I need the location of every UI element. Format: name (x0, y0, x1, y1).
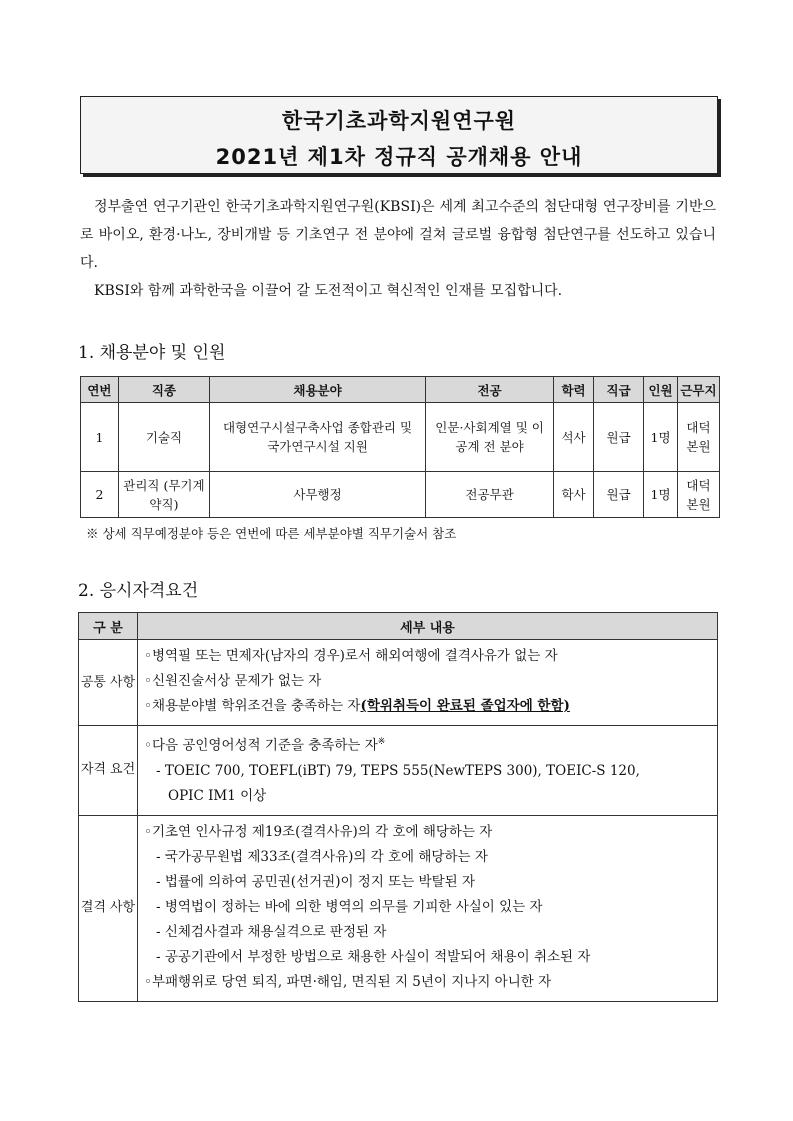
intro-paragraph-1: 정부출연 연구기관인 한국기초과학지원연구원(KBSI)은 세계 최고수준의 첨단대형 연구장비를 기반으로 바이오, 환경·나노, 장비개발 등 기초연구 전 분야에 걸쳐 글로벌 융합형 첨단연구를 선도하고 있습니다. (80, 199, 716, 271)
cell-place: 대덕 본원 (677, 472, 719, 518)
section1-heading: 1. 채용분야 및 인원 (78, 343, 226, 363)
list-item: ◦기초연 인사규정 제19조(결격사유)의 각 호에 해당하는 자 (144, 823, 493, 840)
col-header-major: 전공 (426, 377, 554, 403)
list-item-text: ◦채용분야별 학위조건을 충족하는 자 (144, 698, 361, 714)
category-disq: 결격 사항 (79, 815, 138, 1001)
col-header-count: 인원 (644, 377, 678, 403)
list-item: OPIC IM1 이상 (168, 787, 267, 804)
cell-edu: 석사 (554, 403, 594, 472)
table-row (81, 403, 720, 472)
list-item (144, 730, 709, 759)
section2-heading: 2. 응시자격요건 (78, 581, 199, 601)
intro-text (80, 193, 716, 305)
list-item: - 공공기관에서 부정한 방법으로 채용한 사실이 적발되어 채용이 취소된 자 (156, 948, 591, 965)
cell-count: 1명 (644, 472, 678, 518)
col-header-grade: 직급 (594, 377, 644, 403)
title-line1: 한국기초과학지원연구원 (281, 109, 517, 133)
list-item: - 국가공무원법 제33조(결격사유)의 각 호에 해당하는 자 (156, 848, 488, 865)
cell-major: 인문·사회계열 및 이공계 전 분야 (426, 403, 554, 472)
cell-grade: 원급 (594, 472, 644, 518)
list-item: - 신체검사결과 채용실격으로 판정된 자 (156, 923, 387, 940)
list-item: - 병역법이 정하는 바에 의한 병역의 의무를 기피한 사실이 있는 자 (156, 898, 543, 915)
list-item-text: ◦다음 공인영어성적 기준을 충족하는 자 (144, 737, 378, 754)
cell-no: 1 (81, 403, 119, 472)
cell-type: 기술직 (118, 403, 209, 472)
recruitment-table (80, 376, 720, 518)
col-header-detail: 세부 내용 (138, 613, 718, 640)
cell-major: 전공무관 (426, 472, 554, 518)
detail-qual (138, 726, 718, 816)
table-row-qual (79, 726, 718, 816)
list-item: ◦부패행위로 당연 퇴직, 파면·해임, 면직된 지 5년이 지나지 아니한 자 (144, 973, 552, 990)
col-header-edu: 학력 (554, 377, 594, 403)
emphasis-text: (학위취득이 완료된 졸업자에 한함) (360, 698, 570, 714)
cell-field: 대형연구시설구축사업 종합관리 및 국가연구시설 지원 (210, 403, 426, 472)
col-header-place: 근무지 (677, 377, 719, 403)
cell-place: 대덕 본원 (677, 403, 719, 472)
cell-edu: 학사 (554, 472, 594, 518)
category-common: 공통 사항 (79, 640, 138, 726)
list-item: ◦병역필 또는 면제자(남자의 경우)로서 해외여행에 결격사유가 없는 자 (144, 648, 558, 664)
cell-type: 관리직 (무기계약직) (118, 472, 209, 518)
list-item (144, 694, 709, 719)
cell-no: 2 (81, 472, 119, 518)
table-header-row (79, 613, 718, 640)
col-header-category: 구 분 (79, 613, 138, 640)
table-row-common (79, 640, 718, 726)
list-item: - TOEIC 700, TOEFL(iBT) 79, TEPS 555(NewTEPS 300), TOEIC-S 120, (156, 762, 640, 779)
footnote-mark: ※ (377, 737, 386, 747)
detail-disq (138, 815, 718, 1001)
list-item: ◦신원진술서상 문제가 없는 자 (144, 673, 322, 689)
qualification-table (78, 612, 718, 1002)
detail-common (138, 640, 718, 726)
cell-field: 사무행정 (210, 472, 426, 518)
col-header-type: 직종 (118, 377, 209, 403)
col-header-no: 연번 (81, 377, 119, 403)
list-item: - 법률에 의하여 공민권(선거권)이 정지 또는 박탈된 자 (156, 873, 475, 890)
title-box (80, 96, 718, 174)
table-row-disq (79, 815, 718, 1001)
table-note: ※ 상세 직무예정분야 등은 연번에 따른 세부분야별 직무기술서 참조 (86, 526, 457, 541)
col-header-field: 채용분야 (210, 377, 426, 403)
intro-paragraph-2: KBSI와 함께 과학한국을 이끌어 갈 도전적이고 혁신적인 인재를 모집합니다. (94, 283, 563, 299)
category-qual: 자격 요건 (79, 726, 138, 816)
table-header-row (81, 377, 720, 403)
cell-count: 1명 (644, 403, 678, 472)
cell-grade: 원급 (594, 403, 644, 472)
table-row (81, 472, 720, 518)
title-line2: 2021년 제1차 정규직 공개채용 안내 (215, 145, 583, 169)
